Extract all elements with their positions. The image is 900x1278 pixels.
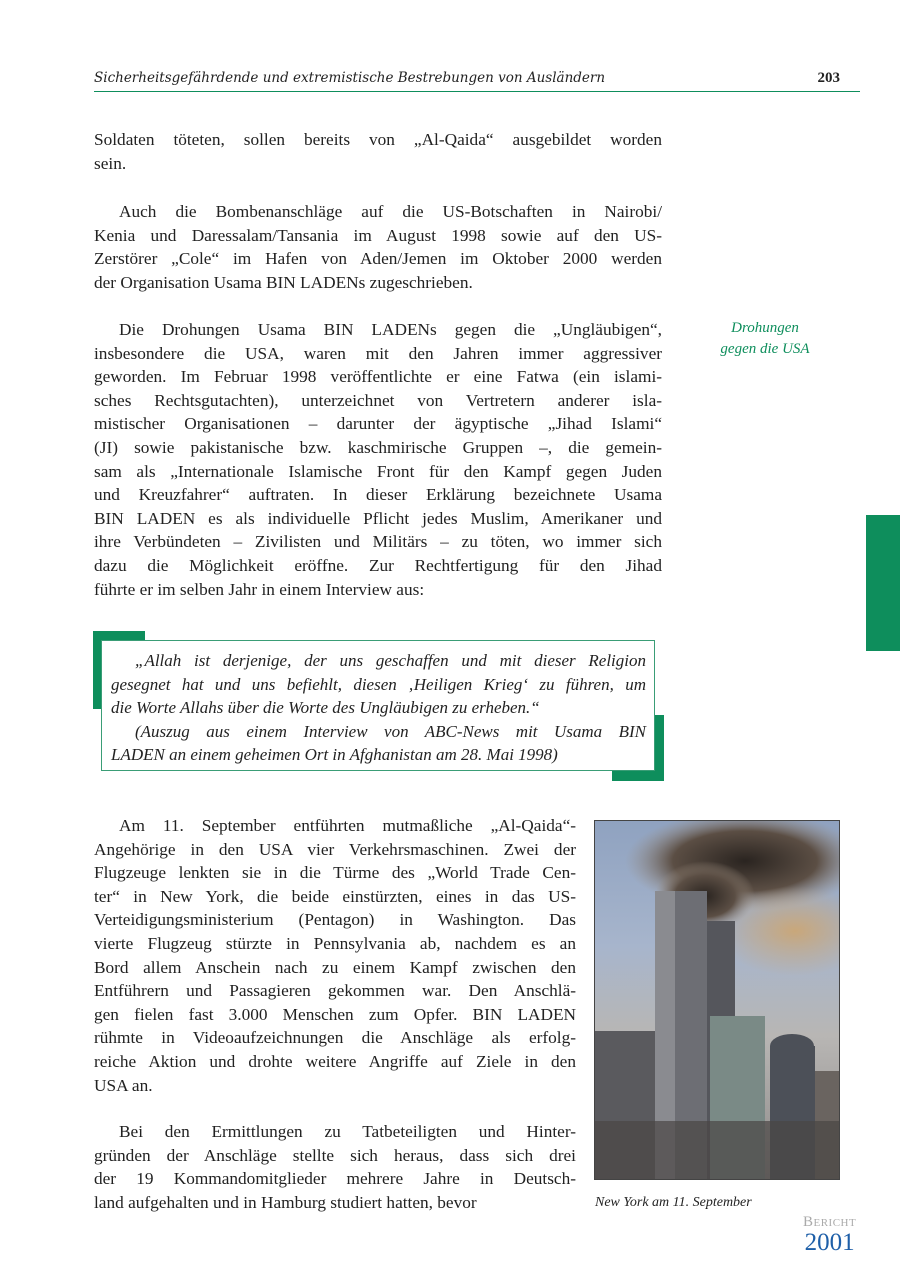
photo-caption: New York am 11. September <box>595 1195 752 1210</box>
quote-line: LADEN an einem geheimen Ort in Afghanistan am 28. Mai 1998) <box>111 745 558 765</box>
text-line: Angehörige in den USA vier Verkehrsmaschinen. Zwei der <box>94 839 576 859</box>
text-line: Entführern und Passagieren gekommen war. Den Anschlä- <box>94 981 576 1001</box>
text-line: Die Drohungen Usama BIN LADENs gegen die „Ungläubigen“, <box>119 320 662 339</box>
quote-box <box>101 640 655 771</box>
paragraph <box>94 128 662 175</box>
text-line: und Kreuzfahrer“ auftraten. In dieser Erklärung bezeichnete Usama <box>94 485 662 505</box>
text-line: der Organisation Usama BIN LADENs zugeschrieben. <box>94 272 473 292</box>
text-line: sein. <box>94 153 127 173</box>
paragraph <box>94 814 576 1097</box>
chapter-tab <box>866 515 900 651</box>
text-line: gen fielen fast 3.000 Menschen zum Opfer. BIN LADEN <box>94 1004 576 1024</box>
text-line: Kenia und Daressalam/Tansania im August 1998 sowie auf den US- <box>94 225 662 245</box>
text-line: Bord allem Anschein nach zu einem Kampf zwischen den <box>94 957 576 977</box>
logo-year: 2001 <box>804 1229 855 1256</box>
text-line: Auch die Bombenanschläge auf die US-Botschaften in Nairobi/ <box>119 202 662 221</box>
margin-note-line: gegen die USA <box>720 341 810 357</box>
text-line: sam als „Internationale Islamische Front für den Kampf gegen Juden <box>94 461 662 481</box>
logo-word: Bericht <box>803 1214 857 1230</box>
running-header <box>94 70 860 92</box>
wtc-photo-image <box>595 821 840 1180</box>
page-number: 203 <box>817 70 840 86</box>
text-line: mistischer Organisationen – darunter der ägyptische „Jihad Islami“ <box>94 414 662 434</box>
header-title: Sicherheitsgefährdende und extremistische Bestrebungen von Ausländern <box>94 70 606 86</box>
text-line: USA an. <box>94 1075 153 1095</box>
text-line: insbesondere die USA, waren mit den Jahren immer aggressiver <box>94 343 662 363</box>
text-line: geworden. Im Februar 1998 veröffentlichte er eine Fatwa (ein islami- <box>94 367 662 387</box>
text-line: ihre Verbündeten – Zivilisten und Militärs – zu töten, wo immer sich <box>94 532 662 552</box>
text-line: ter“ in New York, die beide einstürzten, eines in das US- <box>94 886 576 906</box>
text-line: BIN LADEN es als individuelle Pflicht jedes Muslim, Amerikaner und <box>94 508 662 528</box>
text-line: dazu die Möglichkeit eröffne. Zur Rechtfertigung für den Jihad <box>94 555 662 575</box>
paragraph <box>94 318 662 601</box>
text-line: reiche Aktion und drohte weitere Angriffe auf Ziele in den <box>94 1051 576 1071</box>
text-line: land aufgehalten und in Hamburg studiert hatten, bevor <box>94 1192 477 1212</box>
quote-line: „Allah ist derjenige, der uns geschaffen und mit dieser Religion <box>135 651 646 670</box>
text-line: gründen der Anschläge stellte sich heraus, dass sich drei <box>94 1145 576 1165</box>
text-line: Bei den Ermittlungen zu Tatbeteiligten und Hinter- <box>119 1122 576 1141</box>
text-line: sches Rechtsgutachten), unterzeichnet von Vertretern anderer isla- <box>94 390 662 410</box>
text-line: Soldaten töteten, sollen bereits von „Al-Qaida“ ausgebildet worden <box>94 130 662 149</box>
quote-line: gesegnet hat und uns befiehlt, diesen ‚Heiligen Krieg‘ zu führen, um <box>111 674 646 694</box>
text-line: (JI) sowie pakistanische bzw. kaschmirische Gruppen –, die gemein- <box>94 437 662 457</box>
margin-note <box>700 318 830 360</box>
text-line: rühmte in Videoaufzeichnungen die Anschläge als erfolg- <box>94 1028 576 1048</box>
margin-note-line: Drohungen <box>731 320 799 336</box>
text-line: der 19 Kommandomitglieder mehrere Jahre in Deutsch- <box>94 1169 576 1189</box>
text-line: Flugzeuge lenkten sie in die Türme des „World Trade Cen- <box>94 863 576 883</box>
text-line: Zerstörer „Cole“ im Hafen von Aden/Jemen im Oktober 2000 werden <box>94 249 662 269</box>
paragraph <box>94 200 662 294</box>
quote-line: (Auszug aus einem Interview von ABC-News mit Usama BIN <box>135 721 646 741</box>
text-line: vierte Flugzeug stürzte in Pennsylvania ab, nachdem es an <box>94 933 576 953</box>
text-line: Am 11. September entführten mutmaßliche „Al-Qaida“- <box>119 816 576 835</box>
text-line: führte er im selben Jahr in einem Interview aus: <box>94 579 425 599</box>
quote-line: die Worte Allahs über die Worte des Ungläubigen zu erheben.“ <box>111 698 540 718</box>
report-logo <box>803 1215 856 1255</box>
paragraph <box>94 1120 576 1214</box>
text-line: Verteidigungsministerium (Pentagon) in Washington. Das <box>94 910 576 930</box>
wtc-photo <box>594 820 840 1180</box>
